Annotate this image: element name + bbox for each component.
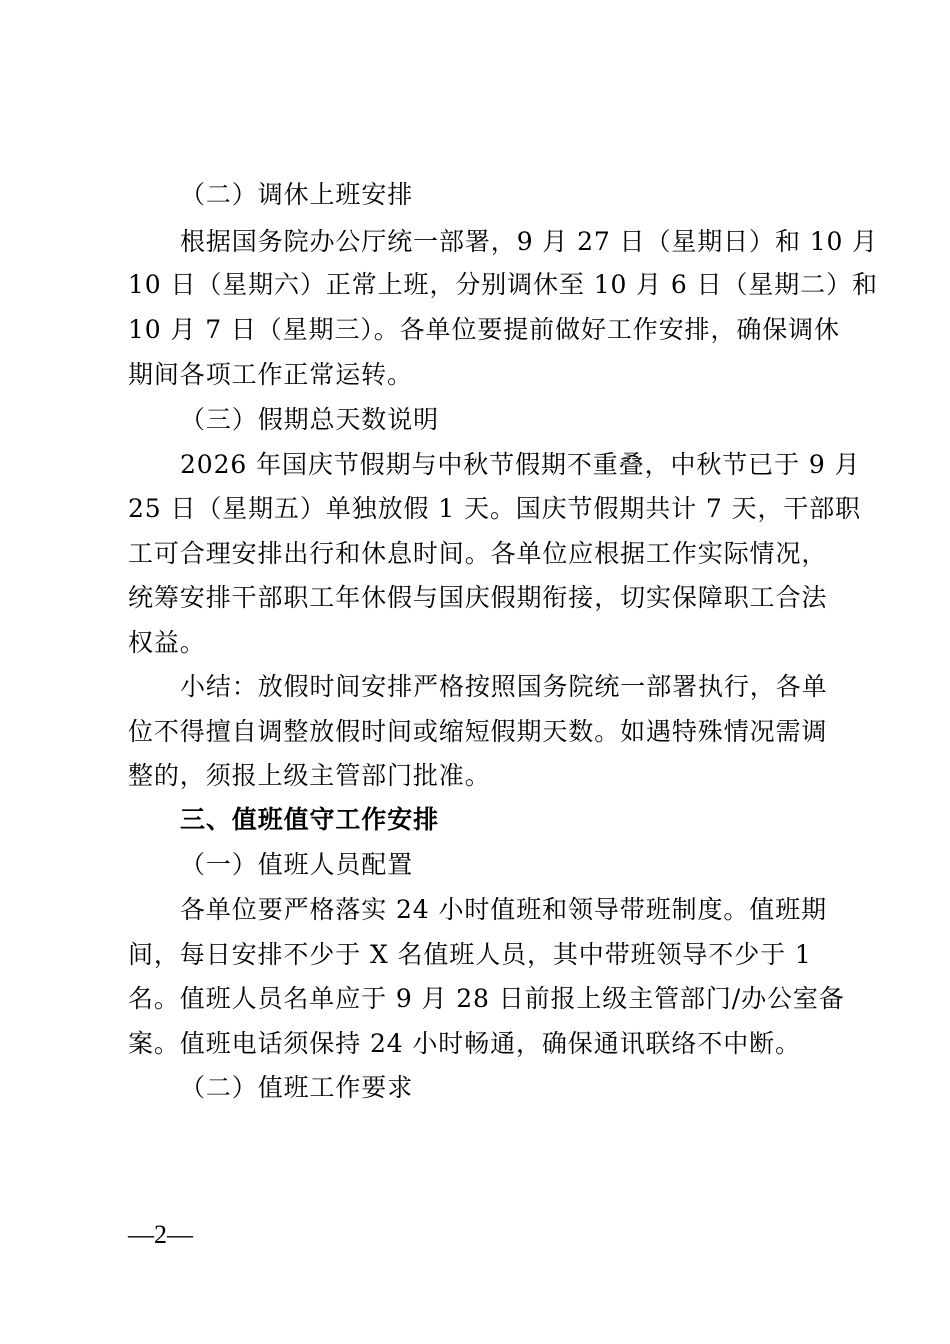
section-heading-duty-arrangement: 三、值班值守工作安排 (180, 805, 440, 834)
paragraph-line: 统筹安排干部职工年休假与国庆假期衔接，切实保障职工合法 (128, 583, 828, 612)
summary-line: 小结：放假时间安排严格按照国务院统一部署执行，各单 (180, 672, 828, 701)
paragraph-line: 权益。 (128, 628, 206, 657)
subheading-duty-staffing: （一）值班人员配置 (180, 850, 414, 879)
paragraph-line: 2026 年国庆节假期与中秋节假期不重叠，中秋节已于 9 月 (180, 450, 861, 479)
page-number: —2— (128, 1220, 193, 1249)
paragraph-line: 整的，须报上级主管部门批准。 (128, 761, 491, 790)
paragraph-line: 10 日（星期六）正常上班，分别调休至 10 月 6 日（星期二）和 (128, 270, 878, 299)
subheading-total-days: （三）假期总天数说明 (180, 405, 440, 434)
paragraph-line: 10 月 7 日（星期三）。各单位要提前做好工作安排，确保调休 (128, 315, 840, 344)
paragraph-line: 25 日（星期五）单独放假 1 天。国庆节假期共计 7 天，干部职 (128, 494, 862, 523)
paragraph-line: 间，每日安排不少于 X 名值班人员，其中带班领导不少于 1 (128, 940, 812, 969)
paragraph-line: 各单位要严格落实 24 小时值班和领导带班制度。值班期 (180, 895, 828, 924)
paragraph-line: 位不得擅自调整放假时间或缩短假期天数。如遇特殊情况需调 (128, 717, 828, 746)
subheading-shift-work-arrangement: （二）调休上班安排 (180, 180, 414, 209)
paragraph-line: 期间各项工作正常运转。 (128, 360, 413, 389)
paragraph-line: 案。值班电话须保持 24 小时畅通，确保通讯联络不中断。 (128, 1029, 801, 1058)
paragraph-line: 根据国务院办公厅统一部署，9 月 27 日（星期日）和 10 月 (180, 227, 879, 256)
paragraph-line: 名。值班人员名单应于 9 月 28 日前报上级主管部门/办公室备 (128, 984, 845, 1013)
subheading-duty-requirements: （二）值班工作要求 (180, 1073, 414, 1102)
paragraph-line: 工可合理安排出行和休息时间。各单位应根据工作实际情况， (128, 539, 828, 568)
